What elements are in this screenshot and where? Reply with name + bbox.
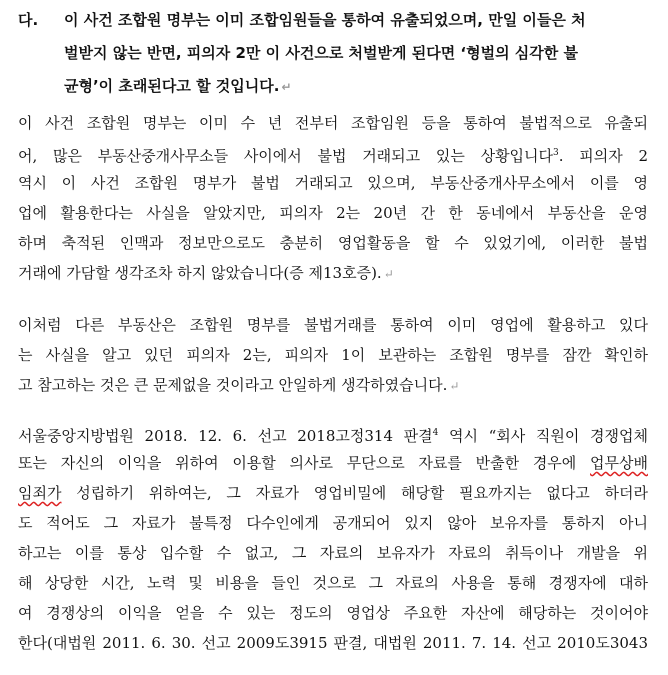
text-line: 하며 축적된 인맥과 정보만으로도 충분히 영업활동을 할 수 있었기에, 이러한 불법 [18,234,648,252]
text-line: 이 사건 조합원 명부는 이미 수 년 전부터 조합임원 등을 통하여 불법적으로 유출되 [18,114,648,132]
text-line: 업에 활용한다는 사실을 알았지만, 피의자 2는 20년 간 한 동네에서 부동산을 운영 [18,204,648,222]
text-line: 하고는 이를 통상 입수할 수 없고, 그 자료의 보유자가 자료의 취득이나 개발을 위 [18,544,648,562]
footnote-mark: 4 [432,428,439,438]
text-line: 여 경쟁상의 이익을 얻을 수 있는 정도의 영업상 주요한 자산에 해당하는 것이어야 [18,604,648,622]
spellcheck-underline[interactable]: 업무상배 [590,454,648,472]
text-line: 는 사실을 알고 있던 피의자 2는, 피의자 1이 보관하는 조합원 명부를 잠깐 확인하 [18,346,648,364]
text-line: 해 상당한 시간, 노력 및 비용을 들인 것으로 그 자료의 사용을 통해 경쟁자에 대하 [18,574,648,592]
text-line: 고 참고하는 것은 큰 문제없을 것이라고 안일하게 생각하였습니다. ↵ [18,376,460,394]
paragraph-mark: ↵ [383,267,394,281]
footnote-mark: 3 [553,148,559,158]
paragraph-mark: ↵ [281,80,292,94]
text-line: 역시 이 사건 조합원 명부가 불법 거래되고 있으며, 부동산중개사무소에서 이를 영 [18,174,648,192]
text-line: 또는 자신의 이익을 위하여 이용할 의사로 무단으로 자료를 반출한 경우에 업무상배 [18,454,648,472]
heading-line: 이 사건 조합원 명부는 이미 조합임원들을 통하여 유출되었으며, 만일 이들은 처 [64,11,586,29]
heading-line: 균형’이 초래된다고 할 것입니다. ↵ [64,77,292,95]
section-number: 다. [18,11,39,29]
spellcheck-underline[interactable]: 임죄가 [18,484,62,502]
text-line: 어, 많은 부동산중개사무소들 사이에서 불법 거래되고 있는 상황입니다$^3$. 피의자 2 [18,147,648,165]
text-line: 이처럼 다른 부동산은 조합원 명부를 불법거래를 통하여 이미 영업에 활용하고 있다 [18,316,648,334]
text-line: 한다(대법원 2011. 6. 30. 선고 2009도3915 판결, 대법원 2011. 7. 14. 선고 2010도3043 [18,634,648,652]
paragraph-mark: ↵ [449,379,460,393]
text-line: 임죄가 성립하기 위하여는, 그 자료가 영업비밀에 해당할 필요까지는 없다고 하더라 [18,484,648,502]
text-line: 도 적어도 그 자료가 불특정 다수인에게 공개되어 있지 않아 보유자를 통하지 아니 [18,514,648,532]
heading-line: 벌받지 않는 반면, 피의자 2만 이 사건으로 처벌받게 된다면 ‘형벌의 심각한 불 [64,44,578,62]
text-line: 거래에 가담할 생각조차 하지 않았습니다(증 제13호증). ↵ [18,264,394,282]
text-line: 서울중앙지방법원 2018. 12. 6. 선고 2018고정314 판결$^4$ 역시 “회사 직원이 경쟁업체 [18,427,648,445]
